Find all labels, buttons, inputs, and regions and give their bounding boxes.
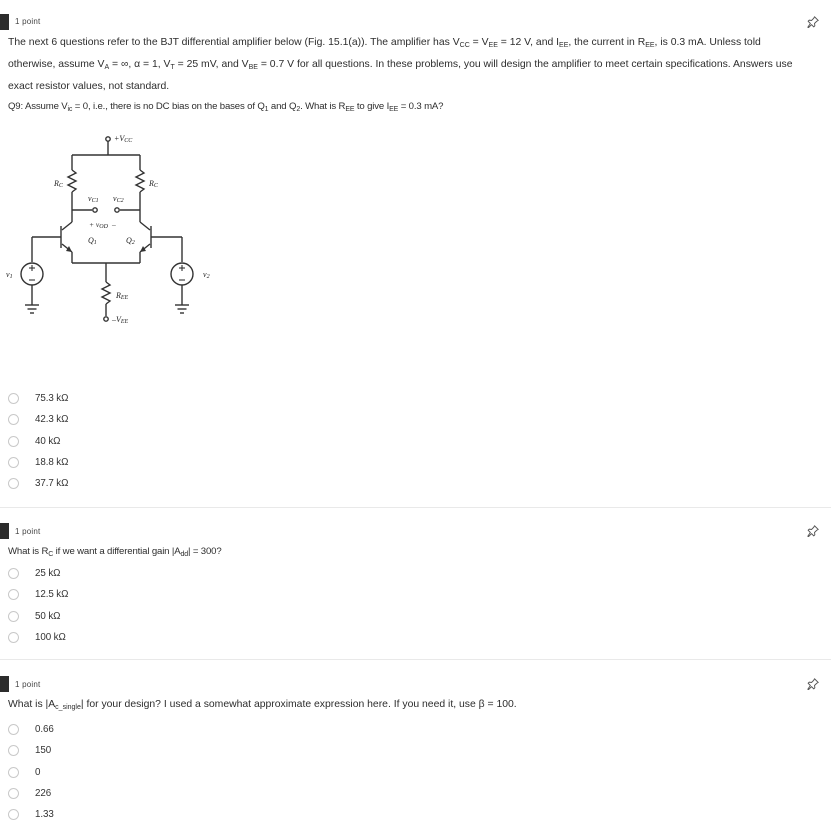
answer-option[interactable]: 150 xyxy=(8,740,54,761)
q2-label: Q2 xyxy=(126,236,135,246)
radio-button[interactable] xyxy=(8,788,19,799)
radio-button[interactable] xyxy=(8,724,19,735)
answer-option[interactable]: 100 kΩ xyxy=(8,627,68,648)
q1-label: Q1 xyxy=(88,236,97,246)
radio-button[interactable] xyxy=(8,457,19,468)
question-marker xyxy=(0,14,9,30)
v1-label: v1 xyxy=(6,270,13,280)
question-prompt: What is $R_C$ if we want a differential gain $|A_{dd}| = 300$? xyxy=(8,546,222,558)
bjt-diff-amp-figure xyxy=(0,130,225,340)
question-prompt: Q9: Assume $V_{ic} = 0$, i.e., there is no DC bias on the bases of $Q_1$ and $Q_2$. What is $R_{EE}$ to give $I_{EE} = 0.3$ mA? xyxy=(8,101,444,113)
vod-label: + vOD – xyxy=(89,220,116,230)
radio-button[interactable] xyxy=(8,436,19,447)
answer-option[interactable]: 12.5 kΩ xyxy=(8,584,68,605)
points-label: 1 point xyxy=(15,680,41,689)
v2-label: v2 xyxy=(203,270,210,280)
answer-option[interactable]: 1.33 xyxy=(8,804,54,825)
answer-option[interactable]: 25 kΩ xyxy=(8,563,68,584)
answer-option[interactable]: 226 xyxy=(8,783,54,804)
radio-button[interactable] xyxy=(8,414,19,425)
question-prompt: What is $|A_{c\_single}|$ for your design? I used a somewhat approximate expression here. If you need it, use β = 100. xyxy=(8,699,517,711)
answer-option[interactable]: 0 xyxy=(8,762,54,783)
radio-button[interactable] xyxy=(8,745,19,756)
vc1-label: vC1 xyxy=(88,194,99,204)
radio-button[interactable] xyxy=(8,568,19,579)
radio-button[interactable] xyxy=(8,393,19,404)
ree-label: REE xyxy=(116,291,129,301)
answer-option[interactable]: 50 kΩ xyxy=(8,606,68,627)
answer-option[interactable]: 0.66 xyxy=(8,719,54,740)
pin-icon[interactable] xyxy=(807,525,819,537)
question-3 xyxy=(0,659,831,830)
points-label: 1 point xyxy=(15,527,41,536)
radio-button[interactable] xyxy=(8,632,19,643)
pin-icon[interactable] xyxy=(807,678,819,690)
radio-button[interactable] xyxy=(8,809,19,820)
radio-button[interactable] xyxy=(8,611,19,622)
points-label: 1 point xyxy=(15,17,41,26)
rc-left-label: RC xyxy=(54,179,63,189)
vee-label: –VEE xyxy=(112,315,129,325)
question-intro: The next 6 questions refer to the BJT differential amplifier below (Fig. 15.1(a)). The amplifier has $V_{CC} = V_{EE} = 12$ V, and $I_{EE}$, the current in $R_{EE}$, is 0.3 mA. Unless told otherwise, assume $V_A$ = ∞, α = 1, $V_T = 25$ mV, and $V_{BE} = 0.7$ V for all questions. In these problems, you will design the amplifier to meet certain specifications. Answers use exact resistor values, not standard. xyxy=(8,37,793,92)
radio-button[interactable] xyxy=(8,478,19,489)
rc-right-label: RC xyxy=(149,179,158,189)
answer-options xyxy=(8,563,68,648)
question-marker xyxy=(0,523,9,539)
answer-option[interactable]: 42.3 kΩ xyxy=(8,409,68,430)
question-2 xyxy=(0,507,831,658)
answer-option[interactable]: 75.3 kΩ xyxy=(8,388,68,409)
radio-button[interactable] xyxy=(8,589,19,600)
vc2-label: vC2 xyxy=(113,194,124,204)
answer-option[interactable]: 40 kΩ xyxy=(8,431,68,452)
answer-options xyxy=(8,388,68,494)
vcc-label: +VCC xyxy=(114,134,133,144)
question-marker xyxy=(0,676,9,692)
answer-option[interactable]: 18.8 kΩ xyxy=(8,452,68,473)
answer-option[interactable]: 37.7 kΩ xyxy=(8,473,68,494)
answer-options xyxy=(8,719,54,825)
radio-button[interactable] xyxy=(8,767,19,778)
pin-icon[interactable] xyxy=(807,16,819,28)
